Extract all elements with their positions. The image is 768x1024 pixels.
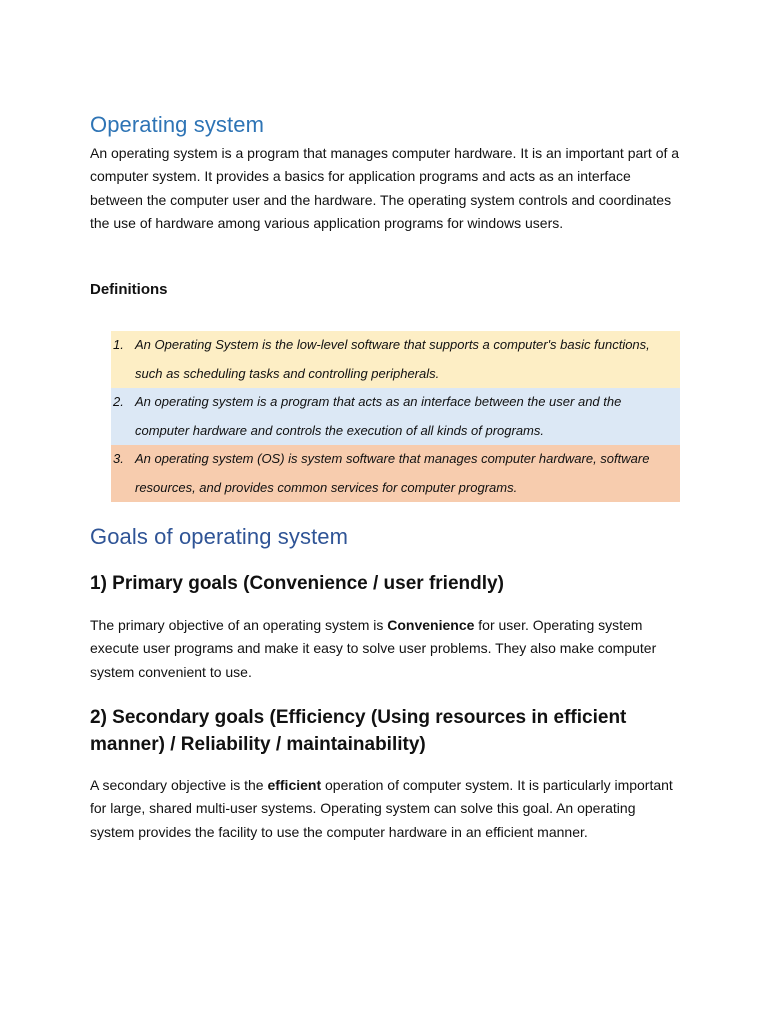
secondary-goals-paragraph [90, 774, 682, 844]
primary-text-start: The primary objective of an operating system is [90, 617, 388, 633]
page-title: Operating system [90, 112, 265, 137]
primary-goals-paragraph [90, 614, 682, 684]
intro-paragraph: An operating system is a program that manages computer hardware. It is an important part of a computer system. It provides a basics for application programs and acts as an interface between the computer user and the hardware. The operating system controls and coordinates the use of hardware among various application programs for windows users. [90, 145, 680, 232]
definition-text: An operating system (OS) is system software that manages computer hardware, software resources, and provides common services for computer programs. [135, 451, 650, 495]
definitions-list [111, 331, 680, 502]
definition-item [111, 388, 680, 445]
definition-item [111, 331, 680, 388]
secondary-bold-term: efficient [267, 777, 322, 793]
definition-number: 3. [113, 451, 124, 466]
primary-goals-heading: 1) Primary goals (Convenience / user friendly) [90, 573, 504, 594]
secondary-goals-heading: 2) Secondary goals (Efficiency (Using resources in efficient manner) / Reliability / maintainability) [90, 707, 627, 755]
goals-heading: Goals of operating system [90, 524, 349, 549]
definition-text: An operating system is a program that acts as an interface between the user and the computer hardware and controls the execution of all kinds of programs. [135, 394, 622, 438]
definition-text: An Operating System is the low-level software that supports a computer's basic functions, such as scheduling tasks and controlling peripherals. [135, 337, 650, 381]
primary-text-end: for user. Operating system execute user programs and make it easy to solve user problems. They also make computer system convenient to use. [90, 617, 657, 680]
definition-number: 2. [113, 394, 124, 409]
definition-item [111, 445, 680, 502]
definition-number: 1. [113, 337, 124, 352]
secondary-text-start: A secondary objective is the [90, 777, 268, 793]
primary-bold-term: Convenience [387, 617, 475, 633]
secondary-text-end: operation of computer system. It is particularly important for large, shared multi-user systems. Operating system can solve this goal. An operating system provides the facility to use the computer hardware in an efficient manner. [90, 777, 673, 840]
definitions-heading: Definitions [90, 281, 168, 298]
